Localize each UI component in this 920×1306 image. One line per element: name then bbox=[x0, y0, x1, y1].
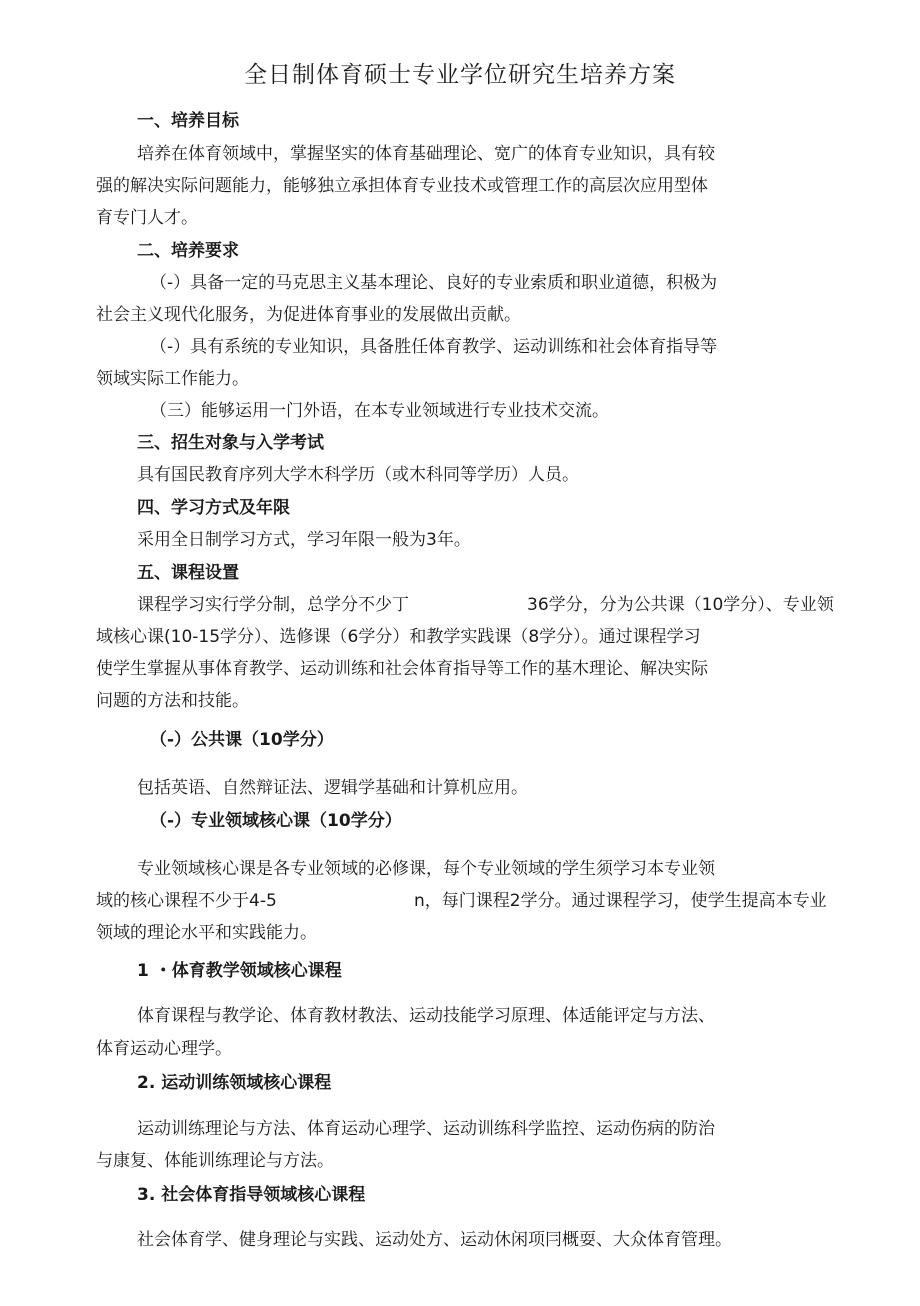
subheading-public-courses: （-）公共课（10学分） bbox=[150, 730, 334, 750]
section-heading-requirements: 二、培养要求 bbox=[137, 241, 239, 261]
sports-training-line-1: 运动训练理论与方法、体育运动心理学、运动训练科学监控、运动伤病的防治 bbox=[137, 1119, 715, 1139]
pe-teaching-line-1: 体育课程与教学论、体育教材教法、运动技能学习原理、体适能评定与方法、 bbox=[137, 1006, 715, 1026]
req-b-line-2: 领域实际工作能力。 bbox=[96, 369, 249, 389]
courses-line-4: 问题的方法和技能。 bbox=[96, 691, 249, 711]
social-sports-line-1: 社会体育学、健身理论与实践、运动处方、运动休闲项冃概耍、大众体育管理。 bbox=[137, 1230, 732, 1250]
core-line-2b: n，每门课程2学分。通过课程学习，使学生提高本专业 bbox=[414, 891, 827, 911]
pe-teaching-line-2: 体育运动心理学。 bbox=[96, 1039, 232, 1059]
req-a-line-2: 社会主义现代化服务，为促进体育事业的发展做出贡献。 bbox=[96, 305, 521, 325]
subheading-core-courses: （-）专业领域核心课（10学分） bbox=[150, 811, 402, 831]
public-courses-line-1: 包括英语、自然辩证法、逻辑学基础和计算机应用。 bbox=[137, 778, 528, 798]
req-a-line-1: （-）具备一定的马克思主义基本理论、良好的专业索质和职业道德，积极为 bbox=[150, 273, 718, 293]
core-line-2a: 域的核心课程不少于4-5 bbox=[96, 891, 277, 911]
req-b-line-1: （-）具有系统的专业知识，具备胜任体育教学、运动训练和社会体育指导等 bbox=[150, 337, 718, 357]
section-heading-study-mode: 四、学习方式及年限 bbox=[137, 498, 290, 518]
subheading-sports-training: 2. 运动训练领域核心课程 bbox=[137, 1073, 332, 1093]
courses-line-3: 使学生掌握从事体育教学、运动训练和社会体育指导等工作的基木理论、解决实际 bbox=[96, 659, 708, 679]
subheading-social-sports: 3. 社会体育指导领域核心课程 bbox=[137, 1185, 366, 1205]
sports-training-line-2: 与康复、体能训练理论与方法。 bbox=[96, 1151, 334, 1171]
courses-line-1a: 课程学习实行学分制，总学分不少丁 bbox=[137, 595, 409, 615]
section-heading-goals: 一、培养目标 bbox=[137, 111, 239, 131]
section-heading-courses: 五、课程设置 bbox=[137, 563, 239, 583]
courses-line-1b: 36学分，分为公共课（10学分）、专业领 bbox=[527, 595, 834, 615]
goals-line-3: 育专门人才。 bbox=[96, 208, 198, 228]
courses-line-2: 域核心课(10-15学分）、选修课（6学分）和教学实践课（8学分）。通过课程学习 bbox=[96, 627, 701, 647]
admission-line-1: 具有国民教育序列大学木科学历（或木科同等学历）人员。 bbox=[137, 465, 579, 485]
core-line-1: 专业领域核心课是各专业领域的必修课，每个专业领域的学生须学习本专业领 bbox=[137, 859, 715, 879]
section-heading-admission: 三、招生对象与入学考试 bbox=[137, 433, 324, 453]
study-mode-line-1: 采用全日制学习方式，学习年限一般为3年。 bbox=[137, 530, 471, 550]
req-c-line-1: （三）能够运用一门外语，在本专业领域进行专业技术交流。 bbox=[150, 401, 609, 421]
page-title: 全日制体育硕士专业学位研究生培养方案 bbox=[244, 62, 676, 88]
goals-line-1: 培养在体育领域中，掌握坚实的体育基础理论、宽广的体育专业知识，具有较 bbox=[137, 144, 715, 164]
core-line-3: 领域的理论水平和实践能力。 bbox=[96, 923, 317, 943]
goals-line-2: 强的解决实际问题能力，能够独立承担体育专业技术或管理工作的高层次应用型体 bbox=[96, 176, 708, 196]
subheading-pe-teaching: 1 ・体育教学领域核心课程 bbox=[137, 961, 342, 981]
